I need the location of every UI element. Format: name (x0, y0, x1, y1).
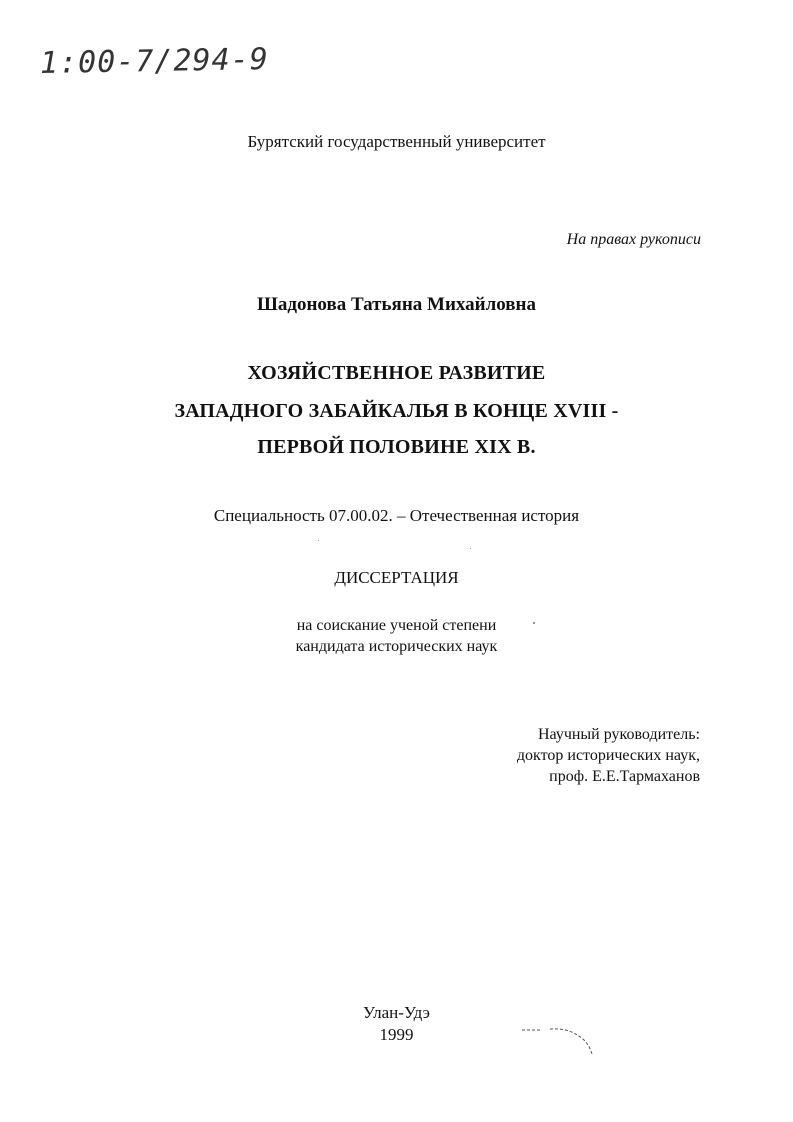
pen-stroke-mark (520, 1020, 600, 1060)
supervisor-degree: доктор исторических наук, (516, 747, 700, 764)
title-line-2: ЗАПАДНОГО ЗАБАЙКАЛЬЯ В КОНЦЕ XVIII - (174, 400, 619, 422)
archive-code-handwritten: 1:00-7/294-9 (39, 42, 270, 81)
scan-speck (533, 622, 535, 624)
title-line-3: ПЕРВОЙ ПОЛОВИНЕ XIX В. (257, 436, 536, 458)
scan-speck (470, 548, 471, 549)
author-name: Шадонова Татьяна Михайловна (257, 294, 536, 315)
title-line-1: ХОЗЯЙСТВЕННОЕ РАЗВИТИЕ (247, 362, 546, 384)
degree-line-2: кандидата исторических наук (295, 638, 498, 655)
supervisor-name: проф. Е.Е.Тармаханов (549, 768, 700, 785)
document-type: ДИССЕРТАЦИЯ (334, 568, 459, 587)
manuscript-note: На правах рукописи (566, 231, 701, 248)
scan-speck (318, 540, 319, 541)
city: Улан-Удэ (363, 1003, 430, 1022)
supervisor-block (517, 724, 700, 787)
specialty: Специальность 07.00.02. – Отечественная история (213, 506, 580, 525)
supervisor-label: Научный руководитель: (537, 726, 700, 743)
degree-line-1: на соискание ученой степени (296, 617, 497, 634)
university-name: Бурятский государственный университет (247, 132, 546, 151)
year: 1999 (379, 1025, 414, 1044)
